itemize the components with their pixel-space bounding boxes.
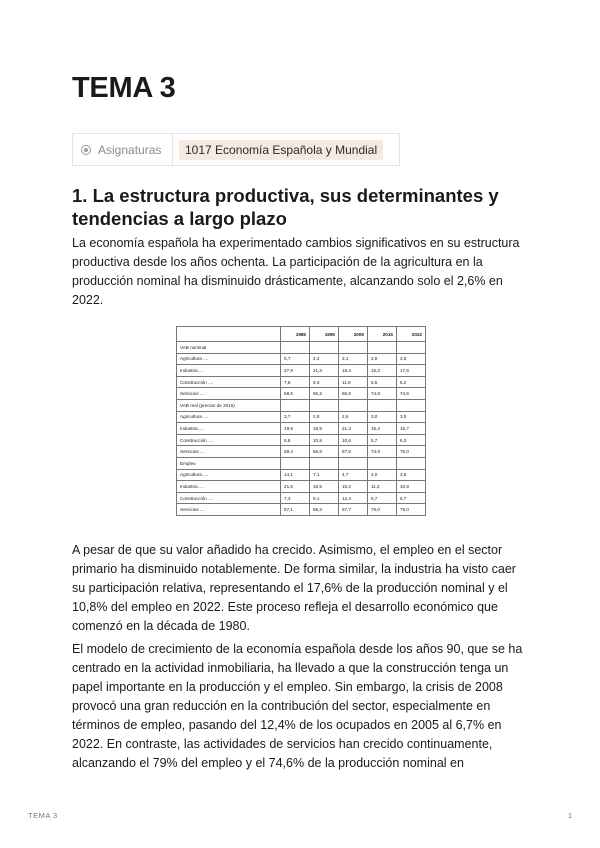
table-section-row [177,399,426,411]
table-cell: 69,4 [281,446,310,458]
table-cell: 7,1 [310,469,339,481]
table-cell: 18,9 [310,423,339,435]
table-empty-cell [396,342,425,354]
table-row-label: Servicios .... [177,504,281,516]
table-cell: 2,6 [338,411,367,423]
table-cell: 79,0 [367,504,396,516]
table-row-label: Servicios .... [177,388,281,400]
table-cell: 5,2 [396,376,425,388]
table-cell: 10,8 [396,481,425,493]
table-cell: 27,9 [281,365,310,377]
relation-icon [81,145,91,155]
table-cell: 57,1 [281,504,310,516]
table-cell: 11,9 [338,376,367,388]
table-row-label: Construcción .... [177,376,281,388]
table-empty-cell [281,342,310,354]
page-title: TEMA 3 [72,72,176,104]
paragraph-3: El modelo de crecimiento de la economía española desde los años 90, que se ha centrado en la actividad inmobiliaria, ha llevado a que la construcción tenga un papel importante en la producción y el empleo. Sin embargo, la crisis de 2008 provocó una gran reducción en la contribución del sector, especialmente en términos de empleo, pasando del 12,4% de los ocupados en 2005 al 6,7% en 2022. En contraste, las actividades de servicios han crecido continuamente, alcanzando el 79% del empleo y el 74,6% de la producción nominal en [72,642,523,770]
table-cell: 66,8 [310,446,339,458]
table-year-header: 1995 [310,327,339,342]
table-year-header: 2015 [367,327,396,342]
page-number: 1 [567,811,572,820]
table-empty-cell [281,457,310,469]
table-header-row [177,327,426,342]
table-row-label: Construcción .... [177,492,281,504]
table-cell: 3,7 [281,411,310,423]
table-row [177,423,426,435]
table-empty-cell [338,342,367,354]
table-section-row [177,342,426,354]
property-value-tag[interactable]: 1017 Economía Española y Mundial [179,140,383,160]
table-empty-cell [396,399,425,411]
property-key-label: Asignaturas [98,142,162,157]
table-cell: 2,6 [396,353,425,365]
table-cell: 15,7 [396,423,425,435]
table-cell: 19,9 [281,423,310,435]
property-key [73,134,173,165]
table-row-label: Agricultura .... [177,469,281,481]
table-empty-cell [338,457,367,469]
table-row [177,446,426,458]
table-section-row [177,457,426,469]
table-empty-cell [367,457,396,469]
table-cell: 4,2 [310,353,339,365]
table-section-label: Empleo [177,457,281,469]
table-cell: 58,5 [281,388,310,400]
table-cell: 2,9 [367,353,396,365]
table-cell: 6,3 [396,434,425,446]
table-cell: 2,8 [310,411,339,423]
table-empty-cell [338,399,367,411]
table-empty-cell [310,457,339,469]
table-cell: 18,5 [310,481,339,493]
table-cell: 4,7 [338,469,367,481]
table-cell: 66,6 [338,388,367,400]
table-cell: 74,8 [367,388,396,400]
table-cell: 3,0 [367,411,396,423]
table-row [177,481,426,493]
table-cell: 21,3 [338,423,367,435]
table-cell: 65,3 [310,504,339,516]
table-cell: 18,4 [338,365,367,377]
table-cell: 67,5 [338,446,367,458]
table-row-label: Agricultura .... [177,353,281,365]
data-table-image [176,326,426,516]
table-cell: 10,6 [338,434,367,446]
table-cell: 5,7 [281,353,310,365]
table-cell: 7,3 [281,492,310,504]
footer-title: TEMA 3 [28,811,58,820]
table-cell: 5,7 [367,434,396,446]
table-cell: 15,2 [338,481,367,493]
table-row [177,434,426,446]
table-cell: 21,5 [281,481,310,493]
table-cell: 65,2 [310,388,339,400]
table-cell: 3,0 [396,411,425,423]
table-empty-cell [367,342,396,354]
table-row [177,376,426,388]
table-empty-cell [367,399,396,411]
paragraph-2: A pesar de que su valor añadido ha crecido. Asimismo, el empleo en el sector primario ha disminuido notablemente. De forma similar, la industria ha visto caer su participación relativa, representando el 17,6% de la producción nominal y el 10,8% del empleo en 2022. Este proceso refleja el desarrollo económico que comenzó en la década de 1980. [72,543,516,633]
paragraph-1: La economía española ha experimentado cambios significativos en su estructura productiva desde los años ochenta. La participación de la agricultura en la producción nominal ha disminuido drásticamente, alcanzando solo el 2,6% en 2022. [72,236,520,307]
table-cell: 10,8 [310,434,339,446]
table-row-label: Industria .... [177,481,281,493]
table-year-header: 2005 [338,327,367,342]
table-cell: 74,6 [396,388,425,400]
table-year-header: 2022 [396,327,425,342]
table-cell: 5,7 [367,492,396,504]
table-cell: 16,4 [367,423,396,435]
table-cell: 6,8 [281,434,310,446]
table-row [177,353,426,365]
table-empty-cell [396,457,425,469]
table-empty-cell [310,399,339,411]
table-year-header: 1985 [281,327,310,342]
table-cell: 79,0 [396,504,425,516]
table-cell: 14,1 [281,469,310,481]
table-row [177,504,426,516]
table-cell: 6,7 [396,492,425,504]
table-row [177,469,426,481]
table-empty-cell [281,399,310,411]
table-row-label: Industria .... [177,365,281,377]
table-cell: 9,3 [310,376,339,388]
table-row [177,388,426,400]
table-row-label: Construcción .... [177,434,281,446]
table-row [177,411,426,423]
table-row [177,365,426,377]
table-section-label: VAB nominal [177,342,281,354]
table-row-label: Agricultura .... [177,411,281,423]
table-cell: 16,3 [367,365,396,377]
table-cell: 67,7 [338,504,367,516]
table-header-cell [177,327,281,342]
table-row [177,492,426,504]
table-cell: 21,3 [310,365,339,377]
table-cell: 9,1 [310,492,339,504]
properties-block [72,133,400,166]
table-empty-cell [310,342,339,354]
table-cell: 12,4 [338,492,367,504]
table-cell: 17,6 [396,365,425,377]
table-cell: 11,2 [367,481,396,493]
table-cell: 74,9 [367,446,396,458]
table-cell: 3,5 [396,469,425,481]
table-cell: 7,8 [281,376,310,388]
table-cell: 3,1 [338,353,367,365]
table-section-label: VAB real (precios de 2015) [177,399,281,411]
table-row-label: Servicios .... [177,446,281,458]
table-row-label: Industria .... [177,423,281,435]
table-cell: 4,0 [367,469,396,481]
section-heading: 1. La estructura productiva, sus determinantes y tendencias a largo plazo [72,185,499,229]
table-cell: 75,0 [396,446,425,458]
table-cell: 5,5 [367,376,396,388]
